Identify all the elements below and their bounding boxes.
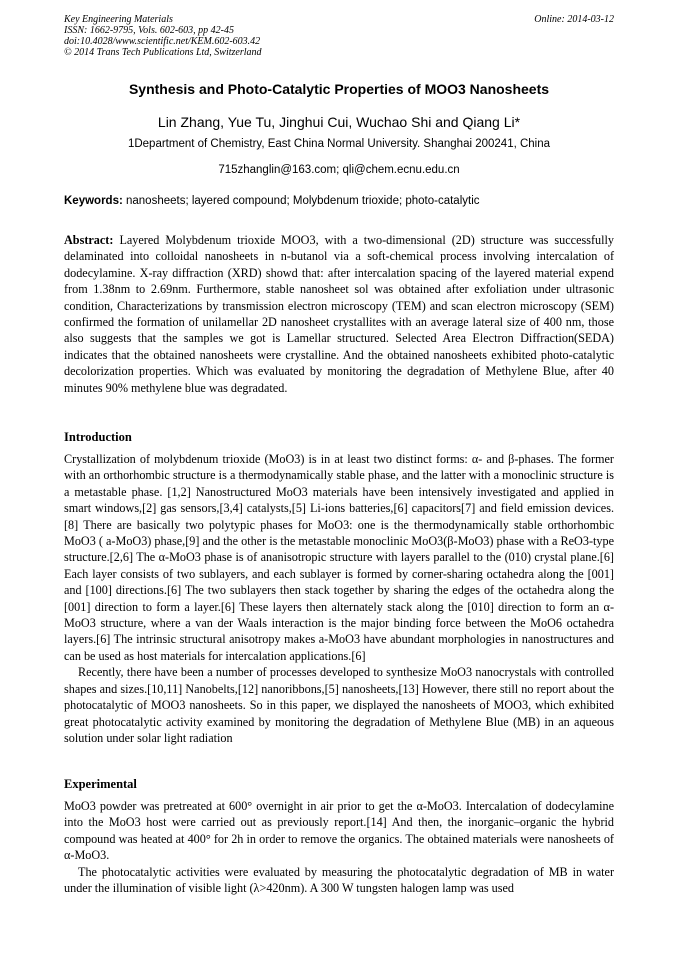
paper-title: Synthesis and Photo-Catalytic Properties of MOO3 Nanosheets	[128, 81, 550, 97]
abstract	[64, 232, 614, 396]
introduction-paragraph-1: Crystallization of molybdenum trioxide (MoO3) is in at least two distinct forms: α- and β-phases. The former with an orthorhombic structure is a thermodynamically stable phase, and the latter with a monoclinic structure is a metastable phase. [1,2] Nanostructured MoO3 materials have been intensively investigated and applied in smart windows,[2] gas sensors,[3,4] catalysts,[5] Li-ions batteries,[6] capacitors[7] and field emission devices.[8] There are basically two polytypic phases for MoO3: one is the thermodynamically stable orthorhombic MoO3 ( a-MoO3) phase,[9] and the other is the metastable monoclinic MoO3(β-MoO3) phase with a ReO3-type structure.[2,6] The α-MoO3 phase is of ananisotropic structure with layers parallel to the (010) crystal plane.[6] Each layer consists of two sublayers, and each sublayer is formed by corner-sharing octahedra along the [001] and [100] directions.[6] The two sublayers then stack together by sharing the edges of the octahedra along the [001] direction to form a layer.[6] These layers then alternately stack along the [010] direction to form an α-MoO3 structure, where a van der Waals interaction is the major binding force between the MoO6 octahedra layers.[6] The intrinsic structural anisotropy makes a-MoO3 have abundant morphologies in nanostructures and can be used as host materials for intercalation applications.[6]	[64, 452, 614, 663]
abstract-text: Layered Molybdenum trioxide MOO3, with a two-dimensional (2D) structure was successfully delaminated into colloidal nanosheets in n-butanol via a soft-chemical process involving intercalation of dodecylamine. X-ray diffraction (XRD) showd that: after intercalation spacing of the layered material expend from 1.38nm to 2.69nm. Furthermore, stable nanosheet sol was obtained after exfoliation under ultrasonic condition, Characterizations by transmission electron microscopy (TEM) and scan electron microscopy (SEM) confirmed the formation of unilamellar 2D nanosheet crystallites with an average lateral size of 400 nm, those also suggests that the samples we got is Lamellar structured. Selected Area Electron Diffraction(SEDA) indicates that the obtained nanosheets were crystalline. And the obtained nanosheets exhibited photo-catalytic decolorization properties. Which was evaluated by monitoring the degradation of Methylene Blue, after 40 minutes 90% methylene blue was degradated.	[64, 233, 614, 395]
introduction-heading: Introduction	[64, 430, 132, 444]
keywords-label: Keywords:	[64, 195, 123, 207]
journal-header	[64, 14, 262, 58]
experimental-paragraph-1: MoO3 powder was pretreated at 600° overnight in air prior to get the α-MoO3. Intercalation of dodecylamine into the MoO3 host were carried out as previously report.[14] And then, the inorganic–organic the hybrid compound was heated at 400° for 2h in order to remove the organics. The obtained materials were nanosheets of α-MoO3.	[64, 799, 614, 863]
copyright-line: © 2014 Trans Tech Publications Ltd, Switzerland	[64, 47, 262, 58]
affiliation: 1Department of Chemistry, East China Normal University. Shanghai 200241, China	[127, 138, 551, 150]
author-list: Lin Zhang, Yue Tu, Jinghui Cui, Wuchao Shi and Qiang Li*	[157, 114, 521, 130]
keywords-line	[64, 195, 480, 207]
keywords-text: nanosheets; layered compound; Molybdenum trioxide; photo-catalytic	[126, 195, 480, 207]
introduction-body	[64, 451, 614, 746]
online-date: Online: 2014-03-12	[534, 14, 614, 25]
abstract-label: Abstract:	[64, 233, 114, 247]
introduction-paragraph-2: Recently, there have been a number of processes developed to synthesize MoO3 nanocrystals with controlled shapes and sizes.[10,11] Nanobelts,[12] nanoribbons,[5] nanosheets,[13] However, there still no report about the photocatalytic of MOO3 nanosheets. So in this paper, we displayed the nanosheets of MOO3, which exhibited great photocatalytic activity examined by monitoring the degradation of Methylene Blue (MB) in an aqueous solution under solar light radiation	[64, 665, 614, 745]
experimental-body	[64, 798, 614, 896]
issn-line: ISSN: 1662-9795, Vols. 602-603, pp 42-45	[64, 25, 234, 36]
journal-name: Key Engineering Materials	[64, 14, 173, 25]
contact-email: 715zhanglin@163.com; qli@chem.ecnu.edu.cn	[218, 164, 460, 176]
doi-line: doi:10.4028/www.scientific.net/KEM.602-603.42	[64, 36, 261, 47]
experimental-heading: Experimental	[64, 777, 137, 791]
experimental-paragraph-2: The photocatalytic activities were evaluated by measuring the photocatalytic degradation of MB in water under the illumination of visible light (λ>420nm). A 300 W tungsten halogen lamp was used	[64, 864, 614, 896]
